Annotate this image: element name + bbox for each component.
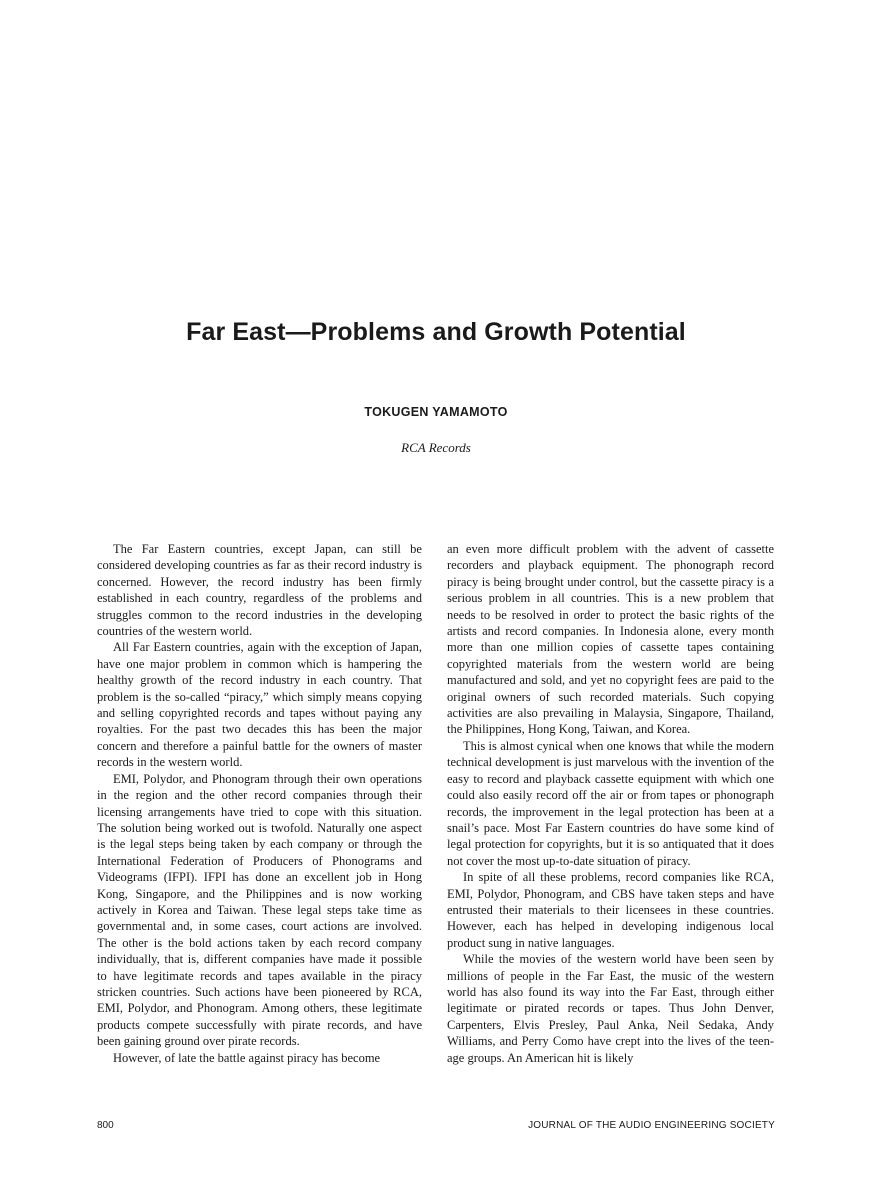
paragraph: However, of late the battle against piracy has become xyxy=(113,1050,381,1065)
author-affiliation: RCA Records xyxy=(401,440,471,455)
paragraph-continued: an even more difficult problem with the advent of cassette recorders and playback equipment. The phonograph record piracy is being brought under control, but the cassette piracy is a serious problem in all countries. This is a new problem that needs to be resolved in order to protect the basic rights of the artists and record companies. In Indonesia alone, every month more than one million copies of cassette tapes containing copyrighted materials from the western world are being manufactured and sold, and yet no copyright fees are paid to the original owners of such recorded materials. Such copying activities are also prevailing in Malaysia, Singapore, Thailand, the Philippines, Hong Kong, Taiwan, and Korea. xyxy=(447,542,774,737)
journal-name: JOURNAL OF THE AUDIO ENGINEERING SOCIETY xyxy=(528,1120,775,1131)
paragraph: While the movies of the western world have been seen by millions of people in the Far East, the music of the western world has also found its way into the Far East, through either legitimate or pirated records or tapes. Thus John Denver, Carpenters, Elvis Presley, Paul Anka, Neil Sedaka, Andy Williams, and Perry Como have crept into the lives of the teen-age groups. An American hit is likely xyxy=(447,952,774,1065)
author-name: TOKUGEN YAMAMOTO xyxy=(364,405,508,419)
paragraph: EMI, Polydor, and Phonogram through their own operations in the region and the other record companies through their licensing arrangements have tried to cope with this situation. The solution being worked out is twofold. Naturally one aspect is the legal steps being taken by each company or through the International Federation of Producers of Phonograms and Videograms (IFPI). IFPI has done an excellent job in Hong Kong, Singapore, and the Philippines and is now working actively in Korea and Taiwan. These legal steps take time as governmental and, in some cases, court actions are involved. The other is the bold actions taken by each record company individually, that is, different companies have made it possible to have legitimate records and tapes available in the piracy stricken countries. Such actions have been pioneered by RCA, EMI, Polydor, and Phonogram. Among others, these legitimate products compete successfully with pirate records, and have been gaining ground over pirate records. xyxy=(97,771,422,1049)
left-column xyxy=(97,541,422,1066)
paragraph: The Far Eastern countries, except Japan, can still be considered developing countries as far as their record industry is concerned. However, the record industry has been firmly established in each country, regardless of the problems and struggles common to the record industries in the developing countries of the western world. xyxy=(97,542,422,639)
article-title: Far East—Problems and Growth Potential xyxy=(186,318,686,346)
paragraph: All Far Eastern countries, again with the exception of Japan, have one major problem in common which is hampering the healthy growth of the record industry in each country. That problem is the so-called “piracy,” which simply means copying and selling copyrighted records and tapes without paying any royalties. For the past two decades this has been the major concern and therefore a painful battle for the owners of master records in the western world. xyxy=(97,640,422,770)
right-column xyxy=(447,541,774,1066)
page-number: 800 xyxy=(97,1120,114,1131)
paragraph: In spite of all these problems, record companies like RCA, EMI, Polydor, Phonogram, and CBS have taken steps and have entrusted their materials to their licensees in these countries. However, each has helped in developing indigenous local product sung in native languages. xyxy=(447,870,774,950)
paragraph: This is almost cynical when one knows that while the modern technical development is just marvelous with the invention of the easy to record and playback cassette equipment with which one could also easily record off the air or from tapes or phonograph records, the improvement in the legal protection has been at a snail’s pace. Most Far Eastern countries do have some kind of legal protection for copyrights, but it is so antiquated that it does not cover the most up-to-date situation of piracy. xyxy=(447,738,774,868)
